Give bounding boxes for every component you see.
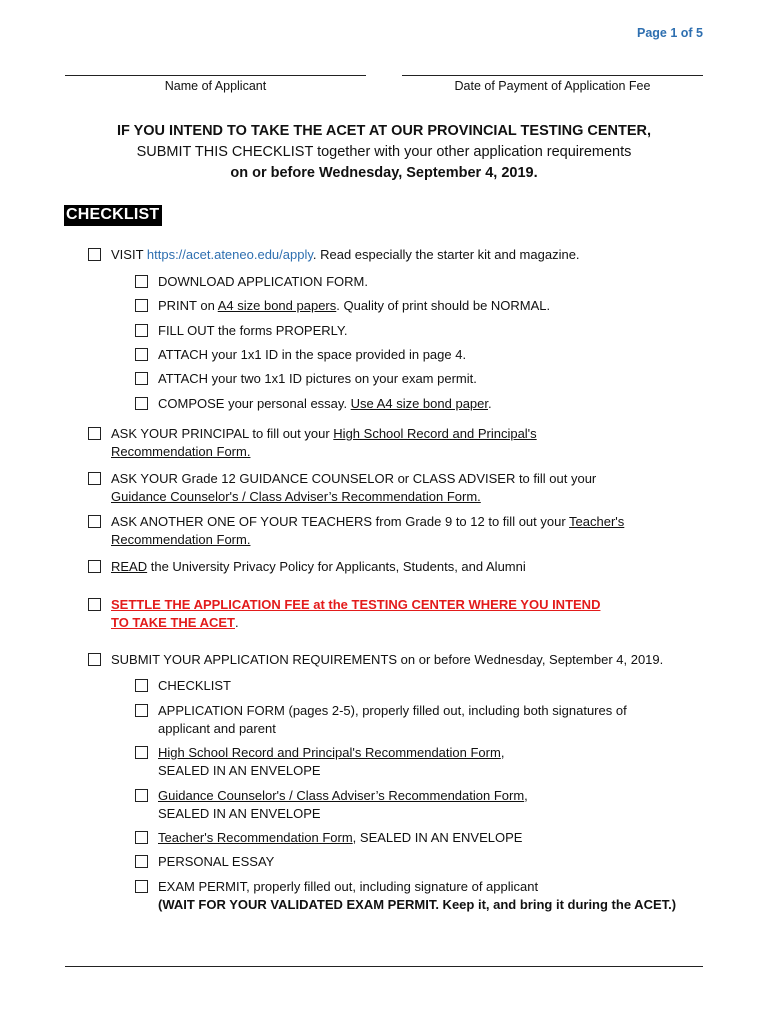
sub-hs-record-text: High School Record and Principal's Recommendation Form, — [158, 745, 505, 760]
principal-text: ASK YOUR PRINCIPAL to fill out your High School Record and Principal's — [111, 426, 537, 441]
checkbox-privacy[interactable] — [88, 560, 101, 573]
checkbox-sub-checklist[interactable] — [135, 679, 148, 692]
checkbox-compose[interactable] — [135, 397, 148, 410]
checkbox-visit[interactable] — [88, 248, 101, 261]
checkbox-settle-fee[interactable] — [88, 598, 101, 611]
checkbox-attach-id[interactable] — [135, 348, 148, 361]
checkbox-print[interactable] — [135, 299, 148, 312]
applicant-name-line[interactable] — [65, 75, 366, 76]
page-number: Page 1 of 5 — [637, 26, 703, 40]
sub-exam-permit-note: (WAIT FOR YOUR VALIDATED EXAM PERMIT. Keep it, and bring it during the ACET.) — [158, 897, 677, 912]
checkbox-guidance[interactable] — [88, 472, 101, 485]
checkbox-principal[interactable] — [88, 427, 101, 440]
checkbox-sub-exam-permit[interactable] — [135, 880, 148, 893]
checkbox-sub-essay[interactable] — [135, 855, 148, 868]
footer-divider — [65, 966, 703, 967]
sub-checklist-text: CHECKLIST — [158, 678, 231, 693]
submit-text: SUBMIT YOUR APPLICATION REQUIREMENTS on or before Wednesday, September 4, 2019. — [111, 652, 664, 667]
sub-application-form-text-2: applicant and parent — [158, 721, 276, 736]
fillout-text: FILL OUT the forms PROPERLY. — [158, 323, 348, 338]
checkbox-sub-teacher[interactable] — [135, 831, 148, 844]
checkbox-sub-application-form[interactable] — [135, 704, 148, 717]
payment-date-line[interactable] — [402, 75, 703, 76]
attach-id-text: ATTACH your 1x1 ID in the space provided in page 4. — [158, 347, 467, 362]
sub-application-form-text: APPLICATION FORM (pages 2-5), properly filled out, including both signatures of — [158, 703, 627, 718]
intro-line-2: SUBMIT THIS CHECKLIST together with your other application requirements — [136, 144, 632, 160]
attach-pictures-text: ATTACH your two 1x1 ID pictures on your exam permit. — [158, 371, 477, 386]
teacher-text-2: Recommendation Form. — [111, 532, 251, 547]
print-text: PRINT on A4 size bond papers. Quality of print should be NORMAL. — [158, 298, 551, 313]
checkbox-attach-pictures[interactable] — [135, 372, 148, 385]
guidance-text: ASK YOUR Grade 12 GUIDANCE COUNSELOR or CLASS ADVISER to fill out your — [111, 471, 597, 486]
intro-line-3: on or before Wednesday, September 4, 2019. — [230, 165, 538, 181]
privacy-text: READ the University Privacy Policy for Applicants, Students, and Alumni — [111, 559, 526, 574]
payment-date-label: Date of Payment of Application Fee — [454, 79, 651, 93]
applicant-name-label: Name of Applicant — [164, 79, 267, 93]
checkbox-sub-guidance[interactable] — [135, 789, 148, 802]
settle-fee-text-2: TO TAKE THE ACET. — [111, 615, 239, 630]
compose-text: COMPOSE your personal essay. Use A4 size bond paper. — [158, 396, 492, 411]
checklist-heading: CHECKLIST — [64, 205, 162, 226]
principal-text-2: Recommendation Form. — [111, 444, 251, 459]
visit-text: VISIT https://acet.ateneo.edu/apply. Read especially the starter kit and magazine. — [111, 247, 580, 262]
checkbox-teacher[interactable] — [88, 515, 101, 528]
sub-teacher-text: Teacher's Recommendation Form, SEALED IN AN ENVELOPE — [158, 830, 523, 845]
sub-hs-record-text-2: SEALED IN AN ENVELOPE — [158, 763, 321, 778]
checkbox-submit[interactable] — [88, 653, 101, 666]
sub-guidance-text-2: SEALED IN AN ENVELOPE — [158, 806, 321, 821]
sub-exam-permit-text: EXAM PERMIT, properly filled out, including signature of applicant — [158, 879, 539, 894]
settle-fee-text: SETTLE THE APPLICATION FEE at the TESTING CENTER WHERE YOU INTEND — [111, 597, 601, 612]
sub-essay-text: PERSONAL ESSAY — [158, 854, 275, 869]
sub-guidance-text: Guidance Counselor's / Class Adviser’s Recommendation Form, — [158, 788, 528, 803]
intro-line-1: IF YOU INTEND TO TAKE THE ACET AT OUR PROVINCIAL TESTING CENTER, — [116, 123, 652, 139]
guidance-form-text: Guidance Counselor's / Class Adviser’s Recommendation Form. — [111, 489, 481, 504]
download-text: DOWNLOAD APPLICATION FORM. — [158, 274, 368, 289]
checkbox-sub-hs-record[interactable] — [135, 746, 148, 759]
teacher-text: ASK ANOTHER ONE OF YOUR TEACHERS from Grade 9 to 12 to fill out your Teacher's — [111, 514, 625, 529]
apply-link[interactable]: https://acet.ateneo.edu/apply — [146, 247, 313, 262]
checkbox-download[interactable] — [135, 275, 148, 288]
checkbox-fillout[interactable] — [135, 324, 148, 337]
